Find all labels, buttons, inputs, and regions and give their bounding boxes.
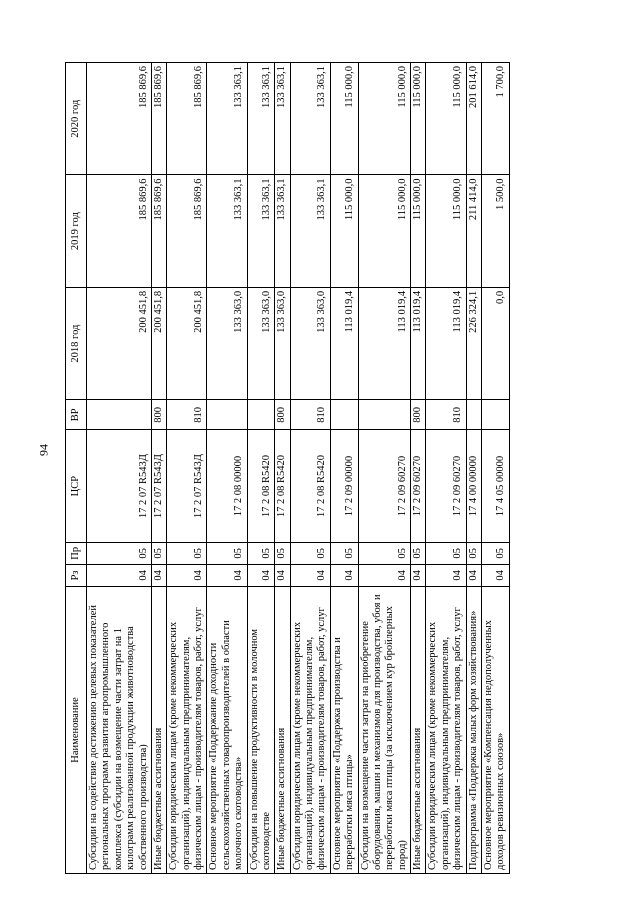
- cell-name: Субсидии на возмещение части затрат на приобретение оборудования, машин и механизмов для производства, убоя и переработки мяса птицы (за исключением кур бройлерных пород): [358, 586, 411, 873]
- table-row: [330, 63, 358, 874]
- table-row: [426, 63, 466, 874]
- cell-name: Субсидии юридическим лицам (кроме некоммерческих организаций), индивидуальным предпринимателям, физическим лицам - производителям товаров, работ, услуг: [426, 586, 466, 873]
- cell-vr: [330, 400, 358, 430]
- table-row: [207, 63, 247, 874]
- cell-2019: 1 500,0: [481, 175, 509, 287]
- cell-2020: 115 000,0: [411, 63, 426, 175]
- cell-vr: [358, 400, 411, 430]
- cell-pr: 05: [411, 542, 426, 564]
- cell-pr: 05: [207, 542, 247, 564]
- cell-2018: 133 363,0: [247, 287, 275, 399]
- cell-2019: 133 363,1: [247, 175, 275, 287]
- cell-name: Субсидии на содействие достижению целевых показателей региональных программ развития агропромышленного комплекса (субсидии на возмещение части затрат на 1 килограмм реализованной продукции животноводства собственного производства): [87, 586, 152, 873]
- cell-2018: 200 451,8: [167, 287, 207, 399]
- cell-2020: 185 869,6: [87, 63, 152, 175]
- cell-2018: 113 019,4: [330, 287, 358, 399]
- cell-2020: 1 700,0: [481, 63, 509, 175]
- cell-2019: 133 363,1: [207, 175, 247, 287]
- cell-pr: 05: [87, 542, 152, 564]
- cell-vr: 800: [275, 400, 290, 430]
- cell-csr: 17 2 08 00000: [207, 430, 247, 542]
- cell-csr: 17 2 07 R543Д: [151, 430, 166, 542]
- table-row: [290, 63, 330, 874]
- table-row: [167, 63, 207, 874]
- cell-pr: 05: [151, 542, 166, 564]
- cell-csr: 17 2 07 R543Д: [167, 430, 207, 542]
- cell-rz: 04: [481, 564, 509, 586]
- cell-2018: 113 019,4: [411, 287, 426, 399]
- cell-csr: 17 2 09 60270: [358, 430, 411, 542]
- cell-vr: 810: [167, 400, 207, 430]
- cell-vr: [87, 400, 152, 430]
- table-row: [481, 63, 509, 874]
- cell-vr: [466, 400, 481, 430]
- cell-name: Иные бюджетные ассигнования: [151, 586, 166, 873]
- cell-csr: 17 2 08 R5420: [290, 430, 330, 542]
- cell-pr: 05: [290, 542, 330, 564]
- cell-csr: 17 2 09 60270: [426, 430, 466, 542]
- cell-2019: 133 363,1: [290, 175, 330, 287]
- cell-name: Основное мероприятие «Поддержка производства и переработки мяса птицы»: [330, 586, 358, 873]
- cell-2020: 185 869,6: [167, 63, 207, 175]
- cell-2019: 115 000,0: [411, 175, 426, 287]
- cell-name: Субсидии на повышение продуктивности в молочном скотоводстве: [247, 586, 275, 873]
- budget-table: [65, 62, 510, 874]
- cell-csr: 17 2 07 R543Д: [87, 430, 152, 542]
- cell-rz: 04: [411, 564, 426, 586]
- cell-name: Основное мероприятие «Поддержание доходности сельскохозяйственных товаропроизводителей в области молочного скотоводства»: [207, 586, 247, 873]
- cell-2018: 226 324,1: [466, 287, 481, 399]
- cell-2020: 133 363,1: [290, 63, 330, 175]
- cell-rz: 04: [466, 564, 481, 586]
- cell-2019: 133 363,1: [275, 175, 290, 287]
- cell-2020: 185 869,6: [151, 63, 166, 175]
- cell-pr: 05: [330, 542, 358, 564]
- header-2018: 2018 год: [66, 287, 87, 399]
- cell-rz: 04: [358, 564, 411, 586]
- cell-vr: [247, 400, 275, 430]
- table-row: [87, 63, 152, 874]
- cell-csr: 17 2 09 00000: [330, 430, 358, 542]
- cell-pr: 05: [275, 542, 290, 564]
- cell-2020: 115 000,0: [358, 63, 411, 175]
- cell-csr: 17 4 00 00000: [466, 430, 481, 542]
- cell-2019: 185 869,6: [151, 175, 166, 287]
- cell-2018: 133 363,0: [290, 287, 330, 399]
- table-row: [358, 63, 411, 874]
- cell-name: Подпрограмма «Поддержка малых форм хозяйствования»: [466, 586, 481, 873]
- cell-vr: [207, 400, 247, 430]
- cell-pr: 05: [466, 542, 481, 564]
- cell-rz: 04: [247, 564, 275, 586]
- cell-rz: 04: [87, 564, 152, 586]
- cell-rz: 04: [290, 564, 330, 586]
- cell-2018: 200 451,8: [87, 287, 152, 399]
- page-number: 94: [36, 444, 51, 456]
- cell-2019: 115 000,0: [330, 175, 358, 287]
- table-row: [411, 63, 426, 874]
- cell-2019: 185 869,6: [167, 175, 207, 287]
- header-csr: ЦСР: [66, 430, 87, 542]
- cell-name: Субсидии юридическим лицам (кроме некоммерческих организаций), индивидуальным предпринимателям, физическим лицам - производителям товаров, работ, услуг: [290, 586, 330, 873]
- cell-2018: 133 363,0: [207, 287, 247, 399]
- cell-rz: 04: [426, 564, 466, 586]
- cell-csr: 17 4 05 00000: [481, 430, 509, 542]
- cell-csr: 17 2 08 R5420: [275, 430, 290, 542]
- cell-2018: 113 019,4: [358, 287, 411, 399]
- cell-vr: 800: [411, 400, 426, 430]
- cell-2019: 115 000,0: [426, 175, 466, 287]
- header-vr: ВР: [66, 400, 87, 430]
- header-name: Наименование: [66, 586, 87, 873]
- cell-2018: 113 019,4: [426, 287, 466, 399]
- cell-2020: 201 614,0: [466, 63, 481, 175]
- cell-vr: 810: [426, 400, 466, 430]
- cell-pr: 05: [358, 542, 411, 564]
- cell-2018: 0,0: [481, 287, 509, 399]
- cell-csr: 17 2 09 60270: [411, 430, 426, 542]
- header-2019: 2019 год: [66, 175, 87, 287]
- cell-rz: 04: [167, 564, 207, 586]
- cell-2019: 185 869,6: [87, 175, 152, 287]
- cell-rz: 04: [330, 564, 358, 586]
- cell-2018: 133 363,0: [275, 287, 290, 399]
- cell-2020: 133 363,1: [247, 63, 275, 175]
- cell-vr: [481, 400, 509, 430]
- cell-rz: 04: [207, 564, 247, 586]
- cell-2020: 115 000,0: [330, 63, 358, 175]
- cell-pr: 05: [481, 542, 509, 564]
- table-row: [151, 63, 166, 874]
- table-row: [275, 63, 290, 874]
- cell-rz: 04: [275, 564, 290, 586]
- cell-2019: 115 000,0: [358, 175, 411, 287]
- cell-csr: 17 2 08 R5420: [247, 430, 275, 542]
- table-row: [247, 63, 275, 874]
- cell-pr: 05: [247, 542, 275, 564]
- cell-2020: 115 000,0: [426, 63, 466, 175]
- header-row: [66, 63, 87, 874]
- cell-2018: 200 451,8: [151, 287, 166, 399]
- cell-2019: 211 414,0: [466, 175, 481, 287]
- cell-name: Иные бюджетные ассигнования: [411, 586, 426, 873]
- cell-2020: 133 363,1: [207, 63, 247, 175]
- cell-name: Иные бюджетные ассигнования: [275, 586, 290, 873]
- cell-2020: 133 363,1: [275, 63, 290, 175]
- header-pr: Пр: [66, 542, 87, 564]
- cell-vr: 810: [290, 400, 330, 430]
- cell-name: Основное мероприятие «Компенсация недополученных доходов ревизионных союзов»: [481, 586, 509, 873]
- cell-name: Субсидии юридическим лицам (кроме некоммерческих организаций), индивидуальным предпринимателям, физическим лицам - производителям товаров, работ, услуг: [167, 586, 207, 873]
- cell-vr: 800: [151, 400, 166, 430]
- budget-table-rotated: [65, 62, 559, 874]
- header-rz: Рз: [66, 564, 87, 586]
- cell-pr: 05: [167, 542, 207, 564]
- header-2020: 2020 год: [66, 63, 87, 175]
- cell-rz: 04: [151, 564, 166, 586]
- cell-pr: 05: [426, 542, 466, 564]
- table-row: [466, 63, 481, 874]
